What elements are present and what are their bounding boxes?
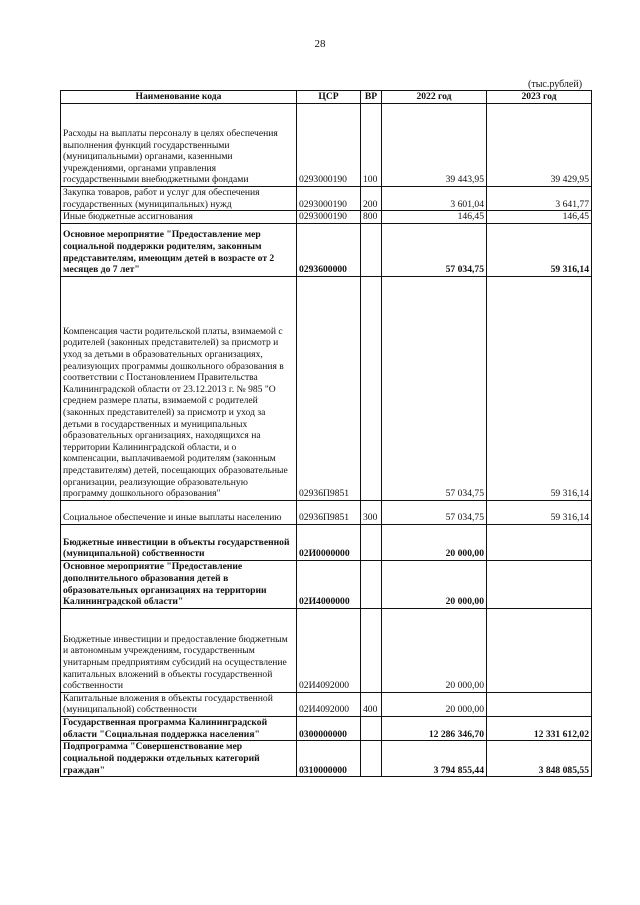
row-value-2023 <box>487 560 592 608</box>
units-label: (тыс.рублей) <box>528 79 583 90</box>
table-row <box>61 187 592 211</box>
row-name: Расходы на выплаты персоналу в целях обеспечения выполнения функций государственными (муниципальными) органами, казенными учреждениями, органами управления государственными внебюджетными фондами <box>61 104 297 187</box>
row-vr <box>361 741 382 777</box>
row-name: Бюджетные инвестиции в объекты государственной (муниципальной) собственности <box>61 524 297 560</box>
table-row <box>61 608 592 692</box>
header-2022: 2022 год <box>382 91 487 104</box>
row-name: Социальное обеспечение и иные выплаты населению <box>61 500 297 524</box>
row-name: Бюджетные инвестиции и предоставление бюджетным и автономным учреждениям, государственным унитарным предприятиям субсидий на осуществление капитальных вложений в объекты государственной собственности <box>61 608 297 692</box>
row-value-2022: 20 000,00 <box>382 524 487 560</box>
row-vr <box>361 276 382 500</box>
row-value-2023: 146,45 <box>487 211 592 224</box>
row-csr: 02936П9851 <box>297 500 361 524</box>
budget-table <box>60 90 592 777</box>
table-row <box>61 223 592 276</box>
table-row <box>61 211 592 224</box>
row-vr: 400 <box>361 692 382 716</box>
row-vr: 200 <box>361 187 382 211</box>
row-value-2023: 3 641,77 <box>487 187 592 211</box>
row-value-2022: 57 034,75 <box>382 223 487 276</box>
row-value-2022: 3 601,04 <box>382 187 487 211</box>
header-name: Наименование кода <box>61 91 297 104</box>
table-row <box>61 692 592 716</box>
row-value-2022: 3 794 855,44 <box>382 741 487 777</box>
row-value-2023: 59 316,14 <box>487 223 592 276</box>
row-vr <box>361 223 382 276</box>
row-name: Государственная программа Калининградской области "Социальная поддержка населения" <box>61 716 297 740</box>
row-value-2023 <box>487 692 592 716</box>
row-name: Иные бюджетные ассигнования <box>61 211 297 224</box>
row-vr <box>361 608 382 692</box>
row-vr: 800 <box>361 211 382 224</box>
row-value-2022: 20 000,00 <box>382 608 487 692</box>
row-csr: 02936П9851 <box>297 276 361 500</box>
row-name: Компенсация части родительской платы, взимаемой с родителей (законных представителей) за присмотр и уход за детьми в образовательных организациях, реализующих программы дошкольного образования в соответствии с Постановлением Правительства Калининградской области от 23.12.2013 г. № 985 "О среднем размере платы, взимаемой с родителей (законных представителей) за присмотр и уход за детьми в государственных и муниципальных образовательных организациях, находящихся на территории Калининградской области, и о компенсации, выплачиваемой родителям (законным представителям) детей, посещающих образовательные организации, реализующие образовательную программу дошкольного образования" <box>61 276 297 500</box>
row-value-2022: 57 034,75 <box>382 500 487 524</box>
header-2023: 2023 год <box>487 91 592 104</box>
header-vr: ВР <box>361 91 382 104</box>
row-value-2022: 12 286 346,70 <box>382 716 487 740</box>
row-value-2022: 57 034,75 <box>382 276 487 500</box>
row-value-2023: 12 331 612,02 <box>487 716 592 740</box>
row-vr: 300 <box>361 500 382 524</box>
row-value-2023 <box>487 524 592 560</box>
row-name: Основное мероприятие "Предоставление мер социальной поддержки родителям, законным представителям, имеющим детей в возрасте от 2 месяцев до 7 лет" <box>61 223 297 276</box>
row-csr: 0293000190 <box>297 211 361 224</box>
table-row <box>61 741 592 777</box>
table-row <box>61 524 592 560</box>
table-header-row <box>61 91 592 104</box>
row-value-2023: 3 848 085,55 <box>487 741 592 777</box>
row-csr: 0293000190 <box>297 187 361 211</box>
row-csr: 0300000000 <box>297 716 361 740</box>
row-value-2023 <box>487 608 592 692</box>
row-value-2022: 39 443,95 <box>382 104 487 187</box>
row-name: Основное мероприятие "Предоставление дополнительного образования детей в образовательных организациях на территории Калининградской области" <box>61 560 297 608</box>
row-csr: 0310000000 <box>297 741 361 777</box>
row-csr: 02И4092000 <box>297 608 361 692</box>
table-row <box>61 104 592 187</box>
row-csr: 02И4092000 <box>297 692 361 716</box>
row-csr: 02И4000000 <box>297 560 361 608</box>
row-vr <box>361 716 382 740</box>
row-value-2022: 20 000,00 <box>382 560 487 608</box>
row-value-2022: 146,45 <box>382 211 487 224</box>
row-value-2023: 59 316,14 <box>487 276 592 500</box>
page-number: 28 <box>314 38 326 50</box>
table-row <box>61 276 592 500</box>
row-name: Закупка товаров, работ и услуг для обеспечения государственных (муниципальных) нужд <box>61 187 297 211</box>
row-vr <box>361 524 382 560</box>
table-row <box>61 500 592 524</box>
table-row <box>61 560 592 608</box>
row-name: Капитальные вложения в объекты государственной (муниципальной) собственности <box>61 692 297 716</box>
row-csr: 02И0000000 <box>297 524 361 560</box>
table-row <box>61 716 592 740</box>
row-value-2023: 39 429,95 <box>487 104 592 187</box>
row-vr <box>361 560 382 608</box>
row-name: Подпрограмма "Совершенствование мер социальной поддержки отдельных категорий граждан" <box>61 741 297 777</box>
row-csr: 0293000190 <box>297 104 361 187</box>
row-value-2022: 20 000,00 <box>382 692 487 716</box>
row-value-2023: 59 316,14 <box>487 500 592 524</box>
row-vr: 100 <box>361 104 382 187</box>
header-csr: ЦСР <box>297 91 361 104</box>
row-csr: 0293600000 <box>297 223 361 276</box>
